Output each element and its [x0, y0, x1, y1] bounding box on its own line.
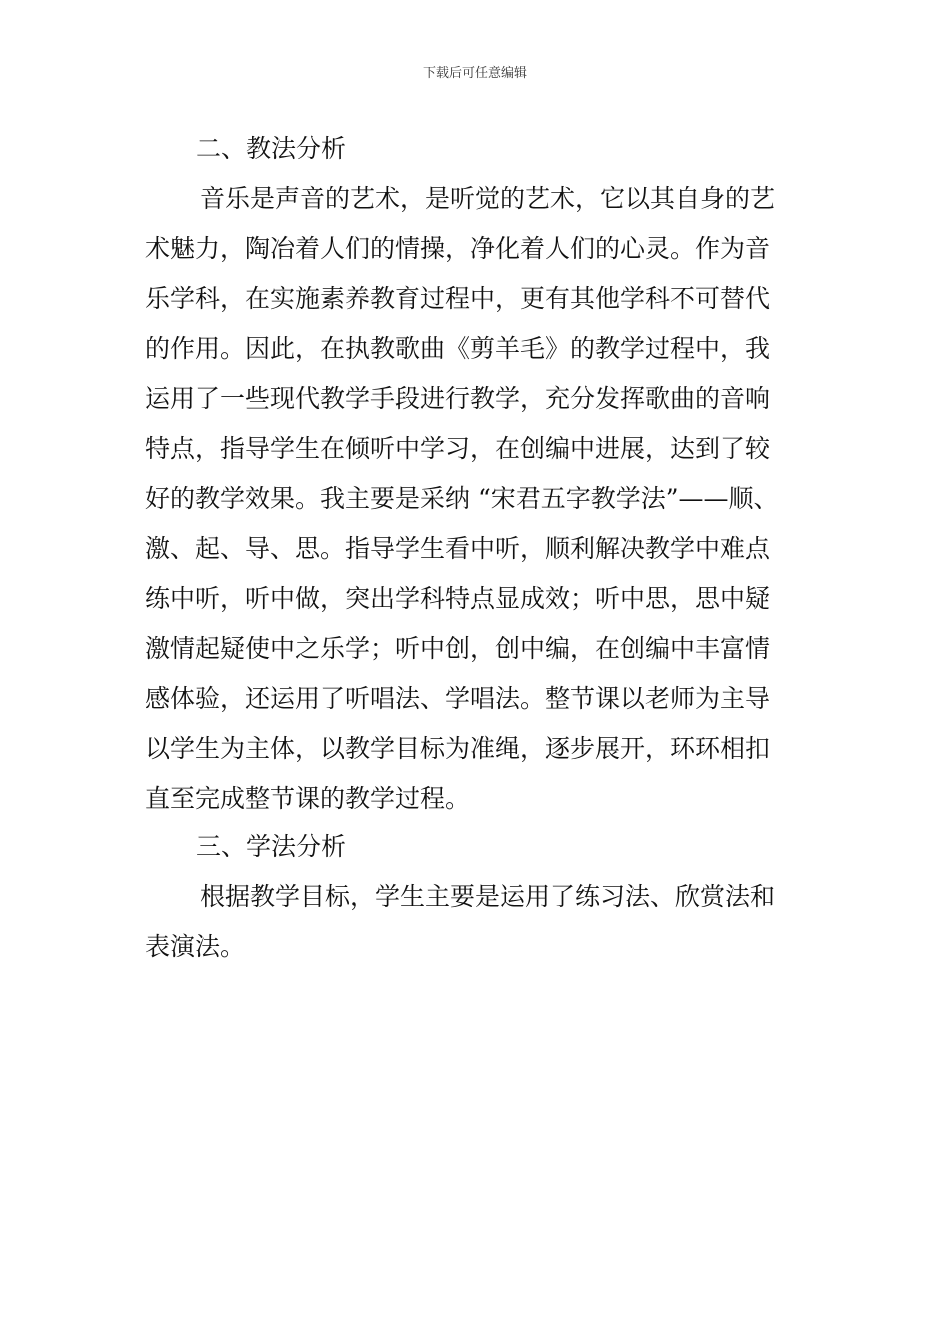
paragraph-line: 激、起、导、思。指导学生看中听，顺利解决教学中难点: [145, 534, 771, 563]
paragraph-line: 感体验，还运用了听唱法、学唱法。整节课以老师为主导: [145, 684, 771, 713]
paragraph-line: 以学生为主体，以教学目标为准绳，逐步展开，环环相扣: [145, 734, 771, 763]
section-heading-teaching-method: 二、教法分析: [196, 134, 347, 163]
paragraph-line: 练中听，听中做，突出学科特点显成效；听中思，思中疑: [145, 584, 771, 613]
paragraph-line: 激情起疑使中之乐学；听中创，创中编，在创编中丰富情: [145, 634, 771, 663]
paragraph-line: 术魅力，陶冶着人们的情操，净化着人们的心灵。作为音: [145, 234, 771, 263]
paragraph-line: 音乐是声音的艺术，是听觉的艺术，它以其自身的艺: [200, 184, 776, 213]
paragraph-line: 的作用。因此，在执教歌曲《剪羊毛》的教学过程中，我: [145, 334, 771, 363]
paragraph-line: 好的教学效果。我主要是采纳 “宋君五字教学法”——顺、: [145, 484, 779, 513]
paragraph-line: 直至完成整节课的教学过程。: [145, 784, 471, 813]
paragraph-line: 根据教学目标，学生主要是运用了练习法、欣赏法和: [200, 882, 776, 911]
page-header: 下载后可任意编辑: [422, 66, 527, 81]
paragraph-line: 表演法。: [145, 932, 246, 961]
paragraph-line: 运用了一些现代教学手段进行教学，充分发挥歌曲的音响: [145, 384, 771, 413]
section-heading-learning-method: 三、学法分析: [196, 832, 347, 861]
paragraph-line: 乐学科，在实施素养教育过程中，更有其他学科不可替代: [145, 284, 771, 313]
paragraph-line: 特点，指导学生在倾听中学习，在创编中进展，达到了较: [145, 434, 771, 463]
